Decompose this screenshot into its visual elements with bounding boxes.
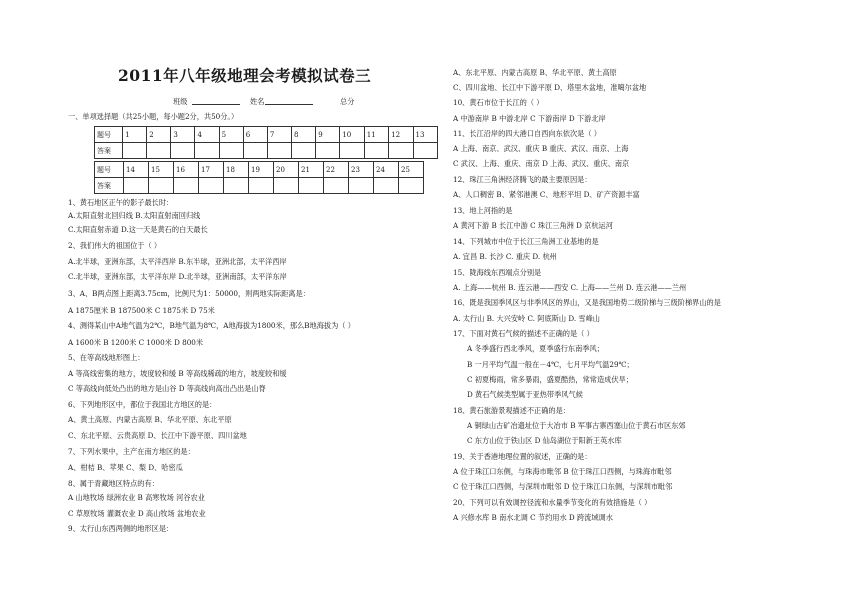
table-cell: 10 bbox=[340, 127, 364, 143]
question-line: A 兴修水库 B 南水北调 C 节约用水 D 跨流域调水 bbox=[453, 513, 613, 522]
question-line: C 初夏梅雨，常多暴雨，盛夏酷热，常常造成伏旱； bbox=[467, 375, 633, 384]
question-line: A 1600米 B 1200米 C 1000米 D 800米 bbox=[68, 338, 204, 347]
question-line: A 冬季盛行西北季风，夏季盛行东南季风； bbox=[467, 344, 604, 353]
question-line: A. 上海——杭州 B. 连云港——西安 C. 上海——兰州 D. 连云港——兰州 bbox=[453, 283, 687, 292]
question-line: 1、黄石地区正午的影子最长时： bbox=[68, 198, 174, 207]
table-cell: 16 bbox=[174, 162, 199, 178]
table-cell: 19 bbox=[249, 162, 274, 178]
question-line: 4、测得某山中A地气温为2℃，B地气温为8℃，A地海拔为1800米，那么B地海拔为（ ） bbox=[68, 321, 355, 330]
table-cell: 25 bbox=[399, 162, 424, 178]
answer-cell[interactable] bbox=[195, 143, 219, 159]
question-line: 20、下列可以有效调控径流和水量季节变化的有效措施是（ ） bbox=[453, 498, 652, 507]
answer-cell[interactable] bbox=[147, 143, 171, 159]
table-cell: 21 bbox=[299, 162, 324, 178]
table-cell: 17 bbox=[199, 162, 224, 178]
question-line: A. 宜昌 B. 长沙 C. 重庆 D. 杭州 bbox=[453, 252, 557, 261]
question-line: A 等高线密集的地方，坡度较和缓 B 等高线稀疏的地方，坡度较和缓 bbox=[68, 369, 287, 378]
question-line: 12、珠江三角洲经济腾飞的最主要原因是： bbox=[453, 175, 592, 184]
question-line: 8、属于青藏地区特点的有： bbox=[68, 479, 159, 488]
question-line: A 铜绿山古矿冶遗址位于大冶市 B 军事古寨西塞山位于黄石市区东郊 bbox=[467, 421, 686, 430]
score-label: 总分 bbox=[340, 97, 355, 106]
question-line: C 草原牧场 灌溉农业 D 高山牧场 盆地农业 bbox=[68, 509, 206, 518]
table-cell: 15 bbox=[149, 162, 174, 178]
question-line: A、黄土高原、内蒙古高原 B、华北平原、东北平原 bbox=[68, 415, 232, 424]
question-line: A 中游南岸 B 中游北岸 C 下游南岸 D 下游北岸 bbox=[453, 114, 606, 123]
answer-cell[interactable] bbox=[174, 178, 199, 194]
answer-cell[interactable] bbox=[171, 143, 195, 159]
answer-cell[interactable] bbox=[364, 143, 388, 159]
question-line: B 一月平均气温一般在－4℃，七月平均气温29℃； bbox=[467, 360, 634, 369]
question-line: A 山地牧场 绿洲农业 B 高寒牧场 河谷农业 bbox=[68, 493, 205, 502]
exam-title: 2011年八年级地理会考模拟试卷三 bbox=[118, 66, 372, 85]
question-line: 13、地上河指的是 bbox=[453, 206, 513, 215]
question-line: C.太阳直射赤道 D.这一天是黄石的白天最长 bbox=[68, 225, 208, 234]
question-line: C、东北平原、云贵高原 D、长江中下游平原、四川盆地 bbox=[68, 431, 247, 440]
table-cell: 7 bbox=[267, 127, 291, 143]
question-line: C 东方山位于铁山区 D 仙岛湖位于阳新王英水库 bbox=[467, 436, 622, 445]
question-line: 5、在等高线地形图上： bbox=[68, 353, 145, 362]
question-line: 17、下面对黄石气候的描述不正确的是（ ） bbox=[453, 329, 594, 338]
question-line: 18、黄石旅游景观描述不正确的是： bbox=[453, 406, 570, 415]
answer-cell[interactable] bbox=[324, 178, 349, 194]
question-line: A、东北平原、内蒙古高原 B、华北平原、黄土高原 bbox=[453, 68, 617, 77]
name-label: 姓名 bbox=[250, 97, 265, 106]
question-line: A、人口稠密 B、紧邻港澳 C、地形平坦 D、矿产资源丰富 bbox=[453, 190, 640, 199]
table-cell: 18 bbox=[224, 162, 249, 178]
answer-cell[interactable] bbox=[374, 178, 399, 194]
question-line: C、四川盆地、长江中下游平原 D、塔里木盆地，准噶尔盆地 bbox=[453, 83, 647, 92]
name-blank[interactable] bbox=[265, 95, 313, 105]
question-line: C 等高线向低处凸出的地方是山谷 D 等高线向高出凸出是山脊 bbox=[68, 384, 266, 393]
table-cell-label: 题号 bbox=[95, 127, 123, 143]
table-row bbox=[95, 162, 424, 178]
answer-cell[interactable] bbox=[123, 143, 147, 159]
question-line: A.太阳直射北回归线 B.太阳直射南回归线 bbox=[68, 211, 201, 220]
question-line: 3、A、B两点图上距离3.75cm，比例尺为1：50000，则两地实际距离是： bbox=[68, 289, 310, 298]
answer-cell[interactable] bbox=[249, 178, 274, 194]
answer-cell[interactable] bbox=[124, 178, 149, 194]
question-line: 2、我们伟大的祖国位于（ ） bbox=[68, 241, 162, 250]
table-cell: 5 bbox=[219, 127, 243, 143]
table-cell: 20 bbox=[274, 162, 299, 178]
table-cell: 12 bbox=[389, 127, 413, 143]
answer-cell[interactable] bbox=[224, 178, 249, 194]
question-line: 7、下列水果中，主产在南方地区的是： bbox=[68, 447, 195, 456]
table-cell: 1 bbox=[123, 127, 147, 143]
question-line: 6、下列地形区中，都位于我国北方地区的是： bbox=[68, 400, 217, 409]
table-cell: 14 bbox=[124, 162, 149, 178]
section-heading: 一、单项选择题（共25小题，每小题2分，共50分。） bbox=[68, 112, 239, 121]
answer-cell[interactable] bbox=[413, 143, 438, 159]
question-line: 9、太行山东西两侧的地形区是： bbox=[68, 524, 174, 533]
answer-table-2 bbox=[94, 161, 424, 194]
table-row bbox=[95, 143, 438, 159]
answer-cell[interactable] bbox=[299, 178, 324, 194]
answer-cell[interactable] bbox=[274, 178, 299, 194]
question-line: C 武汉、上海、重庆、南京 D 上海、武汉、重庆、南京 bbox=[453, 159, 630, 168]
question-line: A、柑桔 B、苹果 C、梨 D、哈密瓜 bbox=[68, 463, 183, 472]
answer-table-1 bbox=[94, 126, 438, 159]
answer-cell[interactable] bbox=[349, 178, 374, 194]
table-cell: 4 bbox=[195, 127, 219, 143]
answer-cell[interactable] bbox=[389, 143, 413, 159]
question-line: A 位于珠江口东侧，与珠海市毗邻 B 位于珠江口西侧，与珠海市毗邻 bbox=[453, 467, 672, 476]
table-cell: 9 bbox=[316, 127, 340, 143]
question-line: A.北半球，亚洲东部，太平洋西岸 B.东半球，亚洲北部，太平洋西岸 bbox=[68, 257, 287, 266]
table-cell: 22 bbox=[324, 162, 349, 178]
table-cell-label: 答案 bbox=[95, 178, 124, 194]
table-cell-label: 答案 bbox=[95, 143, 123, 159]
question-line: 19、关于香港地理位置的叙述，正确的是： bbox=[453, 452, 592, 461]
table-cell-label: 题号 bbox=[95, 162, 124, 178]
question-line: A 上海、南京、武汉、重庆 B 重庆、武汉、南京、上海 bbox=[453, 144, 629, 153]
answer-cell[interactable] bbox=[399, 178, 424, 194]
class-blank[interactable] bbox=[192, 95, 240, 105]
answer-cell[interactable] bbox=[149, 178, 174, 194]
question-line: 15、陇海线东西端点分别是 bbox=[453, 268, 542, 277]
table-cell: 3 bbox=[171, 127, 195, 143]
answer-cell[interactable] bbox=[199, 178, 224, 194]
answer-cell[interactable] bbox=[292, 143, 316, 159]
table-row bbox=[95, 127, 438, 143]
question-line: C.北半球，亚洲东部，太平洋东岸 D.北半球，亚洲南部，太平洋东岸 bbox=[68, 272, 287, 281]
answer-cell[interactable] bbox=[243, 143, 267, 159]
question-line: C 位于珠江口西侧，与深圳市毗邻 D 位于珠江口东侧，与深圳市毗邻 bbox=[453, 482, 673, 491]
answer-cell[interactable] bbox=[340, 143, 364, 159]
table-row bbox=[95, 178, 424, 194]
table-cell: 23 bbox=[349, 162, 374, 178]
question-line: 14、下列城市中位于长江三角洲工业基地的是 bbox=[453, 237, 599, 246]
table-cell: 24 bbox=[374, 162, 399, 178]
table-cell: 6 bbox=[243, 127, 267, 143]
question-line: 11、长江沿岸的四大港口自西向东依次是（ ） bbox=[453, 129, 601, 138]
class-label: 班级 bbox=[173, 97, 188, 106]
question-line: D 黄石气候类型属于亚热带季风气候 bbox=[467, 390, 583, 399]
table-cell: 11 bbox=[364, 127, 388, 143]
table-cell: 8 bbox=[292, 127, 316, 143]
answer-cell[interactable] bbox=[219, 143, 243, 159]
question-line: A. 太行山 B. 大兴安岭 C. 阿底斯山 D. 雪峰山 bbox=[453, 314, 600, 323]
answer-cell[interactable] bbox=[316, 143, 340, 159]
table-cell: 13 bbox=[413, 127, 438, 143]
question-line: 16、既是我国季风区与非季风区的界山，又是我国地势二级阶梯与三级阶梯界山的是 bbox=[453, 298, 721, 307]
question-line: A 1875厘米 B 187500米 C 1875米 D 75米 bbox=[68, 306, 215, 315]
answer-cell[interactable] bbox=[267, 143, 291, 159]
question-line: A 黄河下游 B 长江中游 C 珠江三角洲 D 京杭运河 bbox=[453, 221, 613, 230]
table-cell: 2 bbox=[147, 127, 171, 143]
question-line: 10、黄石市位于长江的（ ） bbox=[453, 98, 544, 107]
